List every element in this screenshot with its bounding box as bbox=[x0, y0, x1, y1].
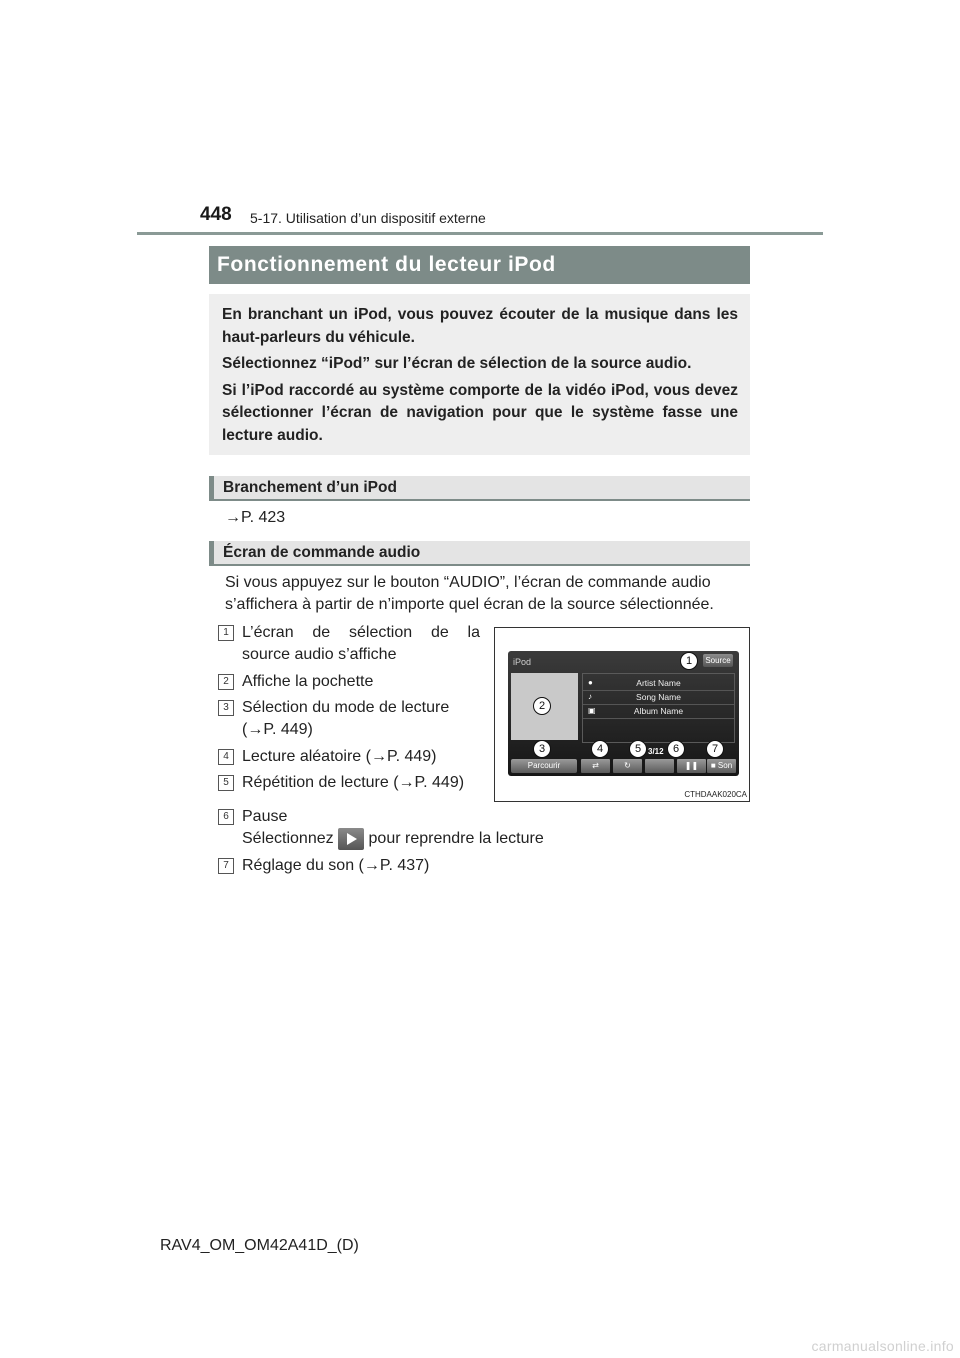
callout-2: 2 bbox=[533, 697, 551, 715]
list-item bbox=[583, 676, 734, 691]
item-number: 3 bbox=[218, 700, 234, 716]
artist-name: Artist Name bbox=[636, 678, 681, 688]
intro-box bbox=[209, 294, 750, 455]
track-counter: 3/12 bbox=[648, 747, 664, 756]
shuffle-icon: ⇄ bbox=[592, 761, 599, 770]
figure-code: CTHDAAK020CA bbox=[684, 790, 747, 799]
list-item bbox=[583, 690, 734, 705]
browse-button[interactable]: Parcourir bbox=[511, 759, 577, 773]
item-text: Affiche la pochette bbox=[242, 673, 374, 690]
source-button[interactable]: Source bbox=[703, 654, 733, 667]
header-rule bbox=[137, 232, 823, 235]
play-icon bbox=[338, 828, 364, 850]
page-number: 448 bbox=[200, 204, 232, 225]
item-text: source audio s’affiche bbox=[242, 646, 397, 663]
pause-button[interactable] bbox=[677, 759, 706, 773]
item-text: Sélection du mode de lecture bbox=[242, 699, 450, 716]
item-number: 4 bbox=[218, 749, 234, 765]
ref-link-423[interactable]: →P. 423 bbox=[225, 509, 286, 526]
footer-code: RAV4_OM_OM42A41D_(D) bbox=[160, 1237, 359, 1254]
song-name: Song Name bbox=[636, 692, 681, 702]
chapter-title: 5-17. Utilisation d’un dispositif externe bbox=[250, 210, 486, 226]
control-bar bbox=[511, 759, 736, 773]
shuffle-button[interactable] bbox=[581, 759, 610, 773]
repeat-icon: ↻ bbox=[624, 761, 631, 770]
repeat-button[interactable] bbox=[613, 759, 642, 773]
sound-button[interactable] bbox=[707, 759, 736, 773]
ref-link-449[interactable]: (→P. 449) bbox=[242, 721, 313, 738]
paragraph-line-1: Si vous appuyez sur le bouton “AUDIO”, l’écran de commande audio bbox=[225, 574, 711, 591]
callout-1: 1 bbox=[680, 652, 698, 670]
person-icon: ● bbox=[588, 678, 593, 687]
section-title: Fonctionnement du lecteur iPod bbox=[209, 246, 750, 284]
intro-paragraph-3: Si l’iPod raccordé au système comporte de la vidéo iPod, vous devez sélectionner l’écran de navigation pour que le système fasse une lecture audio. bbox=[222, 381, 738, 444]
disc-icon: ▣ bbox=[588, 706, 596, 715]
watermark: carmanualsonline.info bbox=[811, 1338, 954, 1354]
callout-3: 3 bbox=[533, 740, 551, 758]
item-text: pour reprendre la lecture bbox=[368, 830, 544, 848]
item-text: Pause bbox=[242, 808, 288, 825]
item-number: 7 bbox=[218, 858, 234, 874]
note-icon: ♪ bbox=[588, 692, 592, 701]
item-text: Sélectionnez bbox=[242, 830, 334, 848]
item-text: L’écran de sélection de la bbox=[242, 624, 480, 641]
pause-icon: ❚❚ bbox=[684, 761, 699, 770]
intro-paragraph-2: Sélectionnez “iPod” sur l’écran de sélection de la source audio. bbox=[222, 355, 692, 372]
item-text: Répétition de lecture (→P. 449) bbox=[242, 774, 465, 791]
track-info-panel bbox=[582, 673, 735, 743]
sound-button-label: Son bbox=[717, 761, 733, 770]
intro-paragraph-1: En branchant un iPod, vous pouvez écouter de la musique dans les haut-parleurs du véhicule. bbox=[222, 306, 738, 346]
list-item bbox=[583, 704, 734, 719]
item-text: Lecture aléatoire (→P. 449) bbox=[242, 748, 437, 765]
heading-ecran-commande: Écran de commande audio bbox=[209, 541, 750, 566]
album-name: Album Name bbox=[633, 706, 684, 716]
speaker-icon: ■ bbox=[710, 761, 716, 770]
item-number: 5 bbox=[218, 775, 234, 791]
callout-5: 5 bbox=[629, 740, 647, 758]
callout-4: 4 bbox=[591, 740, 609, 758]
item-number: 1 bbox=[218, 625, 234, 641]
item-text: Réglage du son (→P. 437) bbox=[242, 857, 430, 874]
item-number: 6 bbox=[218, 809, 234, 825]
heading-branchement: Branchement d’un iPod bbox=[209, 476, 750, 501]
screen-title: iPod bbox=[513, 657, 532, 667]
item-number: 2 bbox=[218, 674, 234, 690]
callout-7: 7 bbox=[706, 740, 724, 758]
spacer-button bbox=[645, 759, 674, 773]
callout-6: 6 bbox=[667, 740, 685, 758]
paragraph-line-2: s’affichera à partir de n’importe quel écran de la source sélectionnée. bbox=[225, 596, 714, 613]
audio-screen-figure bbox=[494, 627, 750, 802]
